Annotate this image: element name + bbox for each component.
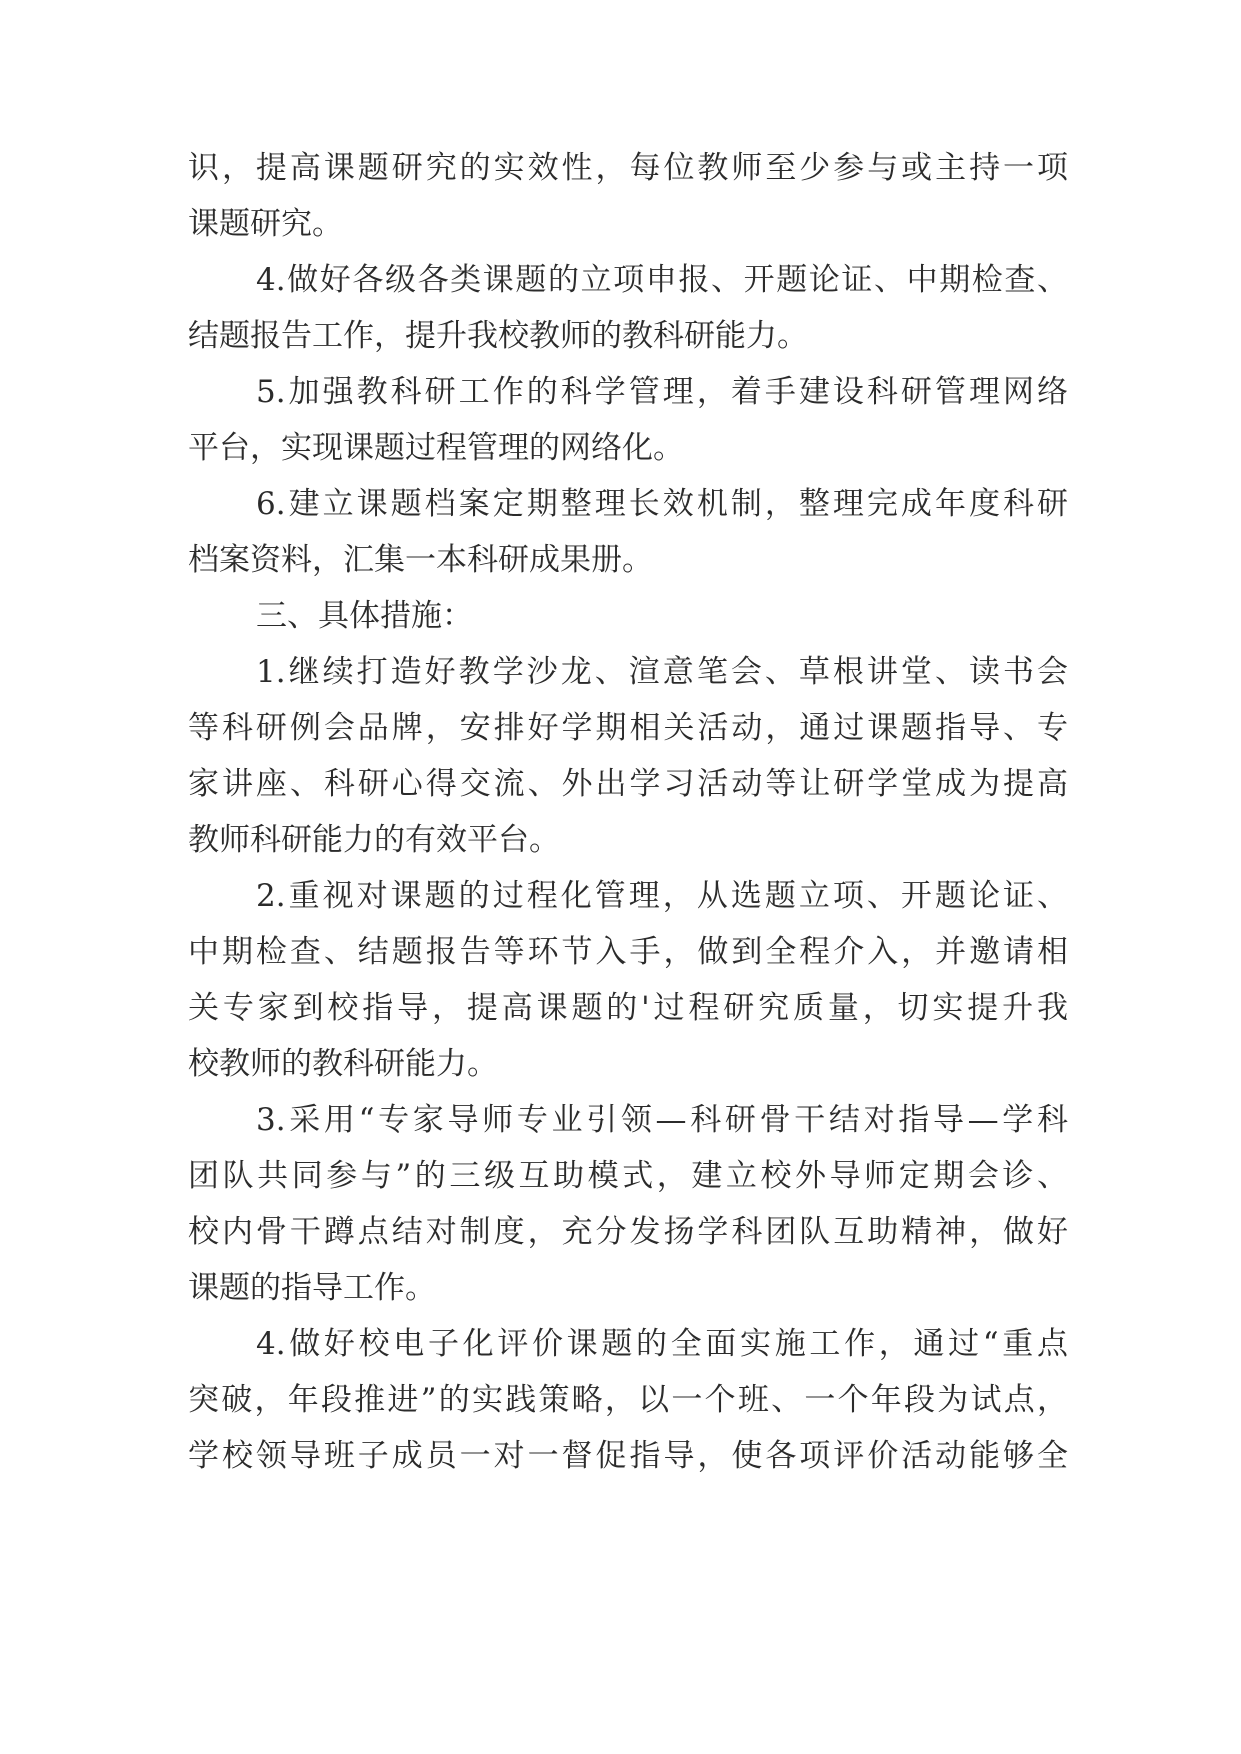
text-line: 等科研例会品牌，安排好学期相关活动，通过课题指导、专 xyxy=(188,710,1068,746)
text-line: 6.建立课题档案定期整理长效机制，整理完成年度科研 xyxy=(256,486,1068,522)
text-line: 5.加强教科研工作的科学管理，着手建设科研管理网络 xyxy=(256,374,1068,410)
text-line: 1.继续打造好教学沙龙、渲意笔会、草根讲堂、读书会 xyxy=(256,654,1068,690)
text-line: 4.做好各级各类课题的立项申报、开题论证、中期检查、 xyxy=(256,262,1068,298)
text-line: 课题的指导工作。 xyxy=(188,1270,436,1306)
text-line: 识，提高课题研究的实效性，每位教师至少参与或主持一项 xyxy=(188,150,1068,186)
text-line: 团队共同参与”的三级互助模式，建立校外导师定期会诊、 xyxy=(188,1158,1068,1194)
text-line: 中期检查、结题报告等环节入手，做到全程介入，并邀请相 xyxy=(188,934,1068,970)
text-line: 4.做好校电子化评价课题的全面实施工作，通过“重点 xyxy=(256,1326,1068,1362)
text-line: 关专家到校指导，提高课题的'过程研究质量，切实提升我 xyxy=(188,990,1068,1026)
text-line: 档案资料，汇集一本科研成果册。 xyxy=(188,542,653,578)
text-line: 2.重视对课题的过程化管理，从选题立项、开题论证、 xyxy=(256,878,1068,914)
text-line: 课题研究。 xyxy=(188,206,343,242)
text-line: 学校领导班子成员一对一督促指导，使各项评价活动能够全 xyxy=(188,1438,1068,1474)
text-line: 结题报告工作，提升我校教师的教科研能力。 xyxy=(188,318,808,354)
section-heading: 三、具体措施： xyxy=(256,598,473,634)
text-line: 校教师的教科研能力。 xyxy=(188,1046,498,1082)
text-line: 教师科研能力的有效平台。 xyxy=(188,822,560,858)
text-line: 家讲座、科研心得交流、外出学习活动等让研学堂成为提高 xyxy=(188,766,1068,802)
text-line: 3.采用“专家导师专业引领—科研骨干结对指导—学科 xyxy=(256,1102,1068,1138)
text-line: 平台，实现课题过程管理的网络化。 xyxy=(188,430,684,466)
text-line: 校内骨干蹲点结对制度，充分发扬学科团队互助精神，做好 xyxy=(188,1214,1068,1250)
text-line: 突破，年段推进”的实践策略，以一个班、一个年段为试点， xyxy=(188,1382,1068,1418)
